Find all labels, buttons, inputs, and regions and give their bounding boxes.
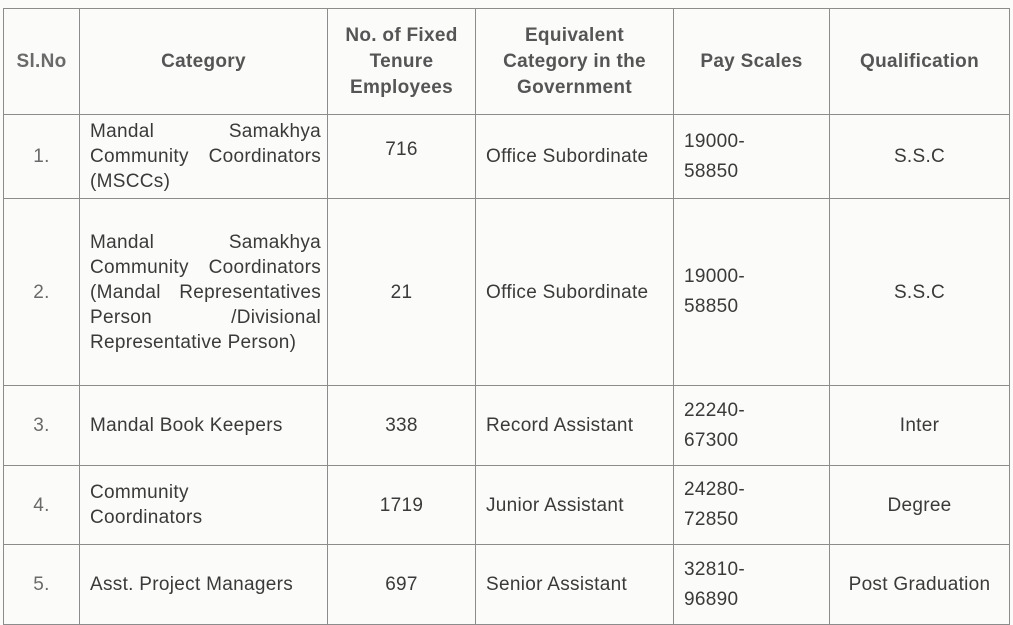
table-row bbox=[4, 386, 1010, 466]
equivalent-text: Office Subordinate bbox=[486, 281, 649, 303]
row-pay-scale bbox=[674, 545, 830, 625]
pay-from: 22240- bbox=[684, 399, 745, 421]
pay-from: 19000- bbox=[684, 266, 745, 287]
row-qualification: Degree bbox=[830, 466, 1010, 545]
row-pay-scale bbox=[674, 386, 830, 466]
header-category: Category bbox=[80, 9, 328, 115]
row-sl-no: 5. bbox=[4, 545, 80, 625]
category-text: Mandal Book Keepers bbox=[90, 415, 283, 436]
row-category bbox=[80, 386, 328, 466]
pay-scale-text bbox=[674, 396, 829, 456]
pay-scale-text bbox=[674, 127, 829, 187]
pay-from: 24280- bbox=[684, 479, 745, 500]
row-sl-no: 1. bbox=[4, 115, 80, 199]
header-pay-scales: Pay Scales bbox=[674, 9, 830, 115]
row-equivalent bbox=[476, 115, 674, 199]
row-pay-scale bbox=[674, 115, 830, 199]
row-qualification: Inter bbox=[830, 386, 1010, 466]
header-qualification: Qualification bbox=[830, 9, 1010, 115]
pay-to: 58850 bbox=[684, 160, 739, 182]
row-equivalent bbox=[476, 386, 674, 466]
row-count: 338 bbox=[328, 386, 476, 466]
row-equivalent bbox=[476, 466, 674, 545]
header-sl-no: Sl.No bbox=[4, 9, 80, 115]
equivalent-text: Junior Assistant bbox=[486, 494, 624, 516]
row-count: 716 bbox=[328, 115, 476, 199]
pay-to: 96890 bbox=[684, 588, 739, 610]
row-qualification: S.S.C bbox=[830, 115, 1010, 199]
pay-to: 72850 bbox=[684, 509, 739, 530]
row-count: 1719 bbox=[328, 466, 476, 545]
row-category bbox=[80, 199, 328, 386]
table-row bbox=[4, 466, 1010, 545]
row-sl-no: 3. bbox=[4, 386, 80, 466]
row-qualification: S.S.C bbox=[830, 199, 1010, 386]
row-sl-no: 4. bbox=[4, 466, 80, 545]
table-row bbox=[4, 199, 1010, 386]
row-pay-scale bbox=[674, 466, 830, 545]
category-text: Community Coordinators bbox=[90, 482, 203, 528]
row-count: 697 bbox=[328, 545, 476, 625]
pay-scale-text bbox=[674, 555, 829, 615]
pay-from: 32810- bbox=[684, 558, 745, 580]
row-sl-no: 2. bbox=[4, 199, 80, 386]
equivalent-text: Senior Assistant bbox=[486, 574, 628, 595]
pay-scale-text bbox=[674, 475, 829, 535]
employee-table bbox=[3, 8, 1010, 625]
header-equivalent: Equivalent Category in the Government bbox=[476, 9, 674, 115]
pay-to: 67300 bbox=[684, 429, 739, 451]
row-count: 21 bbox=[328, 199, 476, 386]
row-qualification: Post Graduation bbox=[830, 545, 1010, 625]
row-equivalent bbox=[476, 545, 674, 625]
pay-from: 19000- bbox=[684, 130, 745, 152]
table-row bbox=[4, 545, 1010, 625]
equivalent-text: Office Subordinate bbox=[486, 146, 649, 167]
pay-to: 58850 bbox=[684, 296, 739, 317]
pay-scale-text bbox=[674, 262, 829, 322]
table-row bbox=[4, 115, 1010, 199]
table-header-row bbox=[4, 9, 1010, 115]
category-text: Asst. Project Managers bbox=[90, 574, 294, 595]
row-category bbox=[80, 115, 328, 199]
category-text: Mandal Samakhya Community Coordinators (Mandal Representatives Person /Divisional Representative Person) bbox=[90, 231, 321, 353]
category-text: Mandal Samakhya Community Coordinators (MSCCs) bbox=[90, 121, 321, 192]
equivalent-text: Record Assistant bbox=[486, 415, 634, 436]
header-count: No. of Fixed Tenure Employees bbox=[328, 9, 476, 115]
row-category bbox=[80, 466, 328, 545]
row-pay-scale bbox=[674, 199, 830, 386]
row-category bbox=[80, 545, 328, 625]
row-equivalent bbox=[476, 199, 674, 386]
